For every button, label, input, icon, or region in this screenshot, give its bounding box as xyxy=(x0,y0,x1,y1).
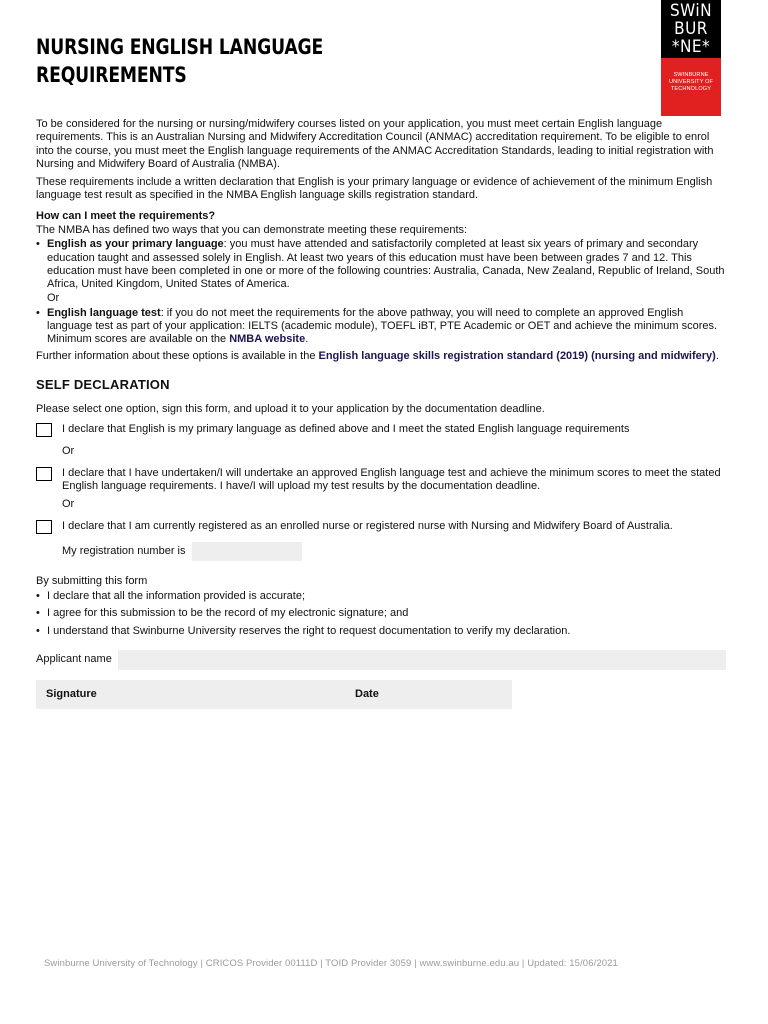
applicant-row xyxy=(36,650,726,670)
option-3-label: I declare that I am currently registered as an enrolled nurse or registered nurse with Nursing and Midwifery Board of Australia. xyxy=(62,519,673,532)
further-info xyxy=(36,350,726,363)
option-1-label: I declare that English is my primary language as defined above and I meet the stated English language requirements xyxy=(62,422,630,435)
pathway-2-text: : if you do not meet the requirements for the above pathway, you will need to complete an approved English language test as part of your application: IELTS (academic module), TOEFL iBT, PTE Academic or OET and achieve the minimum scores. Minimum scores are available on the xyxy=(47,306,718,346)
pathway-1-text: : you must have attended and satisfactorily completed at least six years of primary and secondary education taught and assessed solely in English. At least two years of this education must have been between grades 7 and 12. This education must have been completed in one or more of the following countries: Australia, Canada, New Zealand, Republic of Ireland, South Africa, United Kingdom, United States of America. xyxy=(47,238,725,291)
submit-term-3: • I understand that Swinburne University reserves the right to request documentation to verify my declaration. xyxy=(36,625,726,638)
pathway-primary-language xyxy=(36,238,726,304)
nmba-intro: The NMBA has defined two ways that you can demonstrate meeting these requirements: xyxy=(36,224,468,237)
registration-standard-link[interactable]: English language skills registration standard (2019) (nursing and midwifery) xyxy=(318,349,716,362)
declaration-option-2 xyxy=(36,467,726,494)
self-declaration-heading: SELF DECLARATION xyxy=(36,377,170,393)
declaration-option-1 xyxy=(36,423,726,441)
pathway-list xyxy=(36,238,726,346)
submit-terms-list xyxy=(36,590,726,638)
pathway-language-test xyxy=(36,307,726,347)
intro-paragraph-2: These requirements include a written declaration that English is your primary language or evidence of achievement of the minimum English language test result as specified in the NMBA English language skills registration standard. xyxy=(36,176,713,202)
page-footer: Swinburne University of Technology | CRICOS Provider 00111D | TOID Provider 3059 | www.swinburne.edu.au | Updated: 15/06/2021 xyxy=(44,958,618,969)
or-separator-1: Or xyxy=(62,444,75,457)
applicant-name-field[interactable] xyxy=(118,650,726,670)
select-instruction: Please select one option, sign this form, and upload it to your application by the documentation deadline. xyxy=(36,403,545,416)
option-1-checkbox[interactable] xyxy=(36,423,52,437)
title-line-2: REQUIREMENTS xyxy=(36,63,187,87)
registration-number-field[interactable] xyxy=(192,542,302,561)
logo-sub-3: TECHNOLOGY xyxy=(670,86,712,92)
submit-term-1: • I declare that all the information provided is accurate; xyxy=(36,590,726,603)
main-content xyxy=(36,118,726,709)
logo-line-2: BUR xyxy=(674,19,708,39)
date-field[interactable]: Date xyxy=(355,687,379,700)
submitting-intro: By submitting this form xyxy=(36,574,148,587)
pathway-1-label: English as your primary language xyxy=(47,238,224,251)
logo-sub-1: SWINBURNE xyxy=(673,72,709,78)
swinburne-logo xyxy=(661,0,721,116)
or-separator-2: Or xyxy=(62,497,75,510)
intro-paragraph-1: To be considered for the nursing or nursing/midwifery courses listed on your application, you must meet certain English language requirements. This is an Australian Nursing and Midwifery Accreditation Council (ANMAC) accreditation requirement. To be eligible to enrol into the course, you must meet the English language requirements of the ANMAC Accreditation Standards, leading to initial registration with Nursing and Midwifery Board of Australia (NMBA). xyxy=(36,118,714,170)
signature-field[interactable]: Signature xyxy=(46,687,97,700)
registration-row xyxy=(36,542,726,561)
signature-date-row xyxy=(36,680,512,709)
requirements-question: How can I meet the requirements? xyxy=(36,209,216,222)
nmba-website-link[interactable]: NMBA website xyxy=(229,333,306,346)
logo-subtitle xyxy=(661,58,721,93)
logo-wordmark xyxy=(661,0,721,58)
further-info-period: . xyxy=(715,349,719,362)
pathway-or: Or xyxy=(47,291,60,304)
registration-label: My registration number is xyxy=(62,544,186,557)
option-2-label: I declare that I have undertaken/I will undertake an approved English language test and achieve the minimum scores to meet the stated English language requirements. I have/I will upload my test results by the documentation deadline. xyxy=(62,466,721,493)
logo-line-3: *NE* xyxy=(671,37,711,57)
submit-term-2: • I agree for this submission to be the record of my electronic signature; and xyxy=(36,607,726,620)
pathway-2-label: English language test xyxy=(47,306,161,319)
title-line-1: NURSING ENGLISH LANGUAGE xyxy=(36,35,324,59)
pathway-2-period: . xyxy=(305,333,309,346)
declaration-option-3 xyxy=(36,520,726,538)
page-title xyxy=(36,33,323,89)
option-3-checkbox[interactable] xyxy=(36,520,52,534)
applicant-name-label: Applicant name xyxy=(36,653,112,666)
logo-sub-2: UNIVERSITY OF xyxy=(668,79,714,85)
further-info-text: Further information about these options is available in the xyxy=(36,349,319,362)
logo-line-1: SWiN xyxy=(669,1,712,21)
option-2-checkbox[interactable] xyxy=(36,467,52,481)
